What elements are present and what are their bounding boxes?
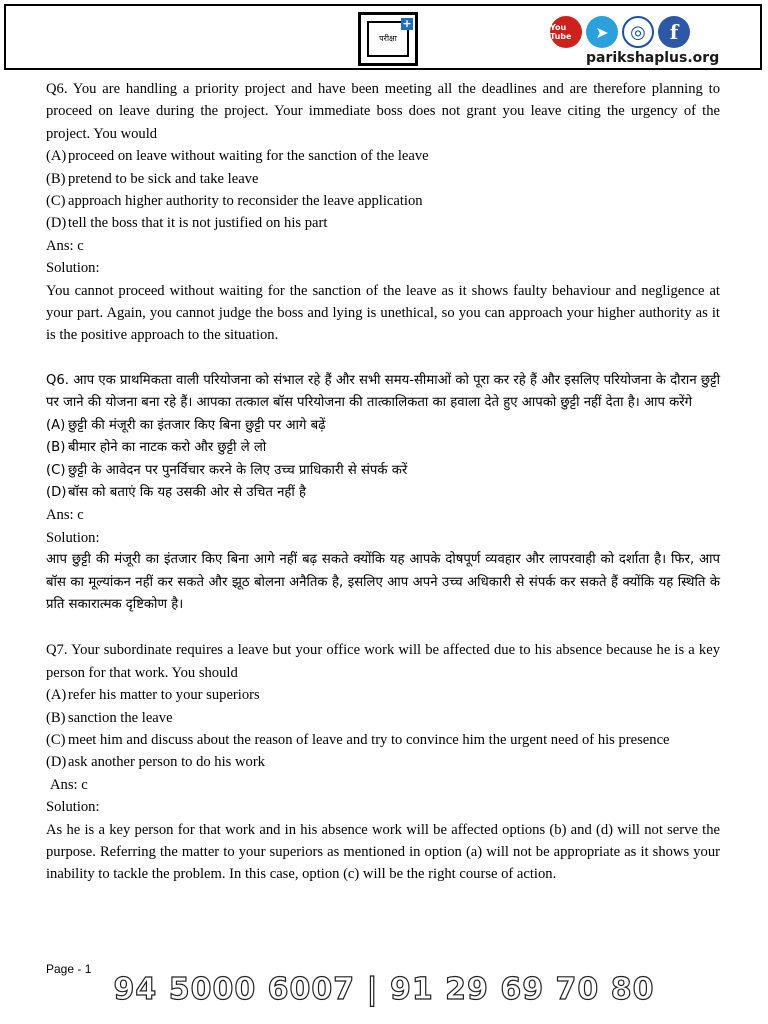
q6-hi-option-c	[46, 460, 720, 482]
site-url[interactable]: parikshaplus.org	[586, 50, 720, 66]
option-text: sanction the leave	[68, 709, 173, 726]
option-label: (D)	[46, 215, 67, 232]
option-label: (B)	[46, 440, 66, 456]
option-text: tell the boss that it is not justified on his part	[68, 215, 328, 232]
q6-en-question: Q6. You are handling a priority project and have been meeting all the deadlines and are therefore planning to proceed on leave during the project. Your immediate boss does not grant you leave citing the urgency of the project. You would	[46, 81, 720, 142]
option-label: (D)	[46, 484, 67, 500]
page-header	[4, 4, 762, 70]
option-label: (C)	[46, 731, 66, 748]
q6-en-option-b	[46, 168, 720, 190]
option-text: proceed on leave without waiting for the sanction of the leave	[68, 148, 429, 165]
option-text: refer his matter to your superiors	[68, 687, 260, 704]
q6-en-answer: Ans: c	[46, 237, 84, 254]
page-content	[46, 78, 720, 886]
q6-hi-question: Q6. आप एक प्राथमिकता वाली परियोजना को संभाल रहे हैं और सभी समय-सीमाओं को पूरा कर रहे हैं और इसलिए परियोजना के दौरान छुट्टी पर जाने की योजना बना रहे हैं। आपका तत्काल बॉस परियोजना की तात्कालिकता का हवाला देते हुए आपको छुट्टी नहीं देता है। आप करेंगे	[46, 372, 720, 411]
option-label: (C)	[46, 193, 66, 210]
q6-hi-option-d	[46, 482, 720, 504]
contact-phone-numbers: 94 5000 6007 | 91 29 69 70 80	[113, 972, 655, 1007]
youtube-icon[interactable]: You Tube	[550, 16, 582, 48]
option-label: (A)	[46, 687, 67, 704]
option-label: (B)	[46, 709, 66, 726]
option-text: बीमार होने का नाटक करो और छुट्टी ले लो	[68, 440, 267, 456]
q7-en-option-d	[46, 751, 720, 773]
social-icons	[550, 16, 690, 52]
q7-en-solution: As he is a key person for that work and in his absence work will be affected options (b) and (d) will not serve the purpose. Referring the matter to your superiors as mentioned in option (a) will not be appropriate as it shows your inability to tackle the problem. In this case, option (c) will be the right course of action.	[46, 821, 720, 883]
q6-hi-option-a	[46, 415, 720, 437]
option-label: (C)	[46, 462, 66, 478]
q7-en-option-c	[46, 729, 720, 751]
page-number: Page - 1	[46, 962, 92, 976]
option-label: (B)	[46, 170, 66, 187]
option-text: ask another person to do his work	[68, 754, 265, 771]
facebook-icon[interactable]: f	[658, 16, 690, 48]
q6-en-option-a	[46, 145, 720, 167]
q6-hi-solution-label: Solution:	[46, 529, 100, 546]
option-label: (D)	[46, 754, 67, 771]
option-label: (A)	[46, 148, 67, 165]
q7-en-solution-label: Solution:	[46, 799, 100, 816]
option-text: approach higher authority to reconsider the leave application	[68, 193, 423, 210]
option-text: meet him and discuss about the reason of leave and try to convince him the urgent need of his presence	[68, 731, 670, 748]
q6-en-option-c	[46, 190, 720, 212]
option-text: छुट्टी की मंजूरी का इंतजार किए बिना छुट्टी पर आगे बढ़ें	[68, 417, 326, 433]
plus-icon: +	[402, 17, 412, 30]
parikshaplus-logo[interactable]	[358, 12, 418, 66]
q7-en-option-b	[46, 707, 720, 729]
q6-en-solution: You cannot proceed without waiting for the sanction of the leave as it shows faulty behaviour and negligence at your part. Again, you cannot judge the boss and lying is unethical, so you can approach your higher authority as it is the positive approach to the situation.	[46, 282, 720, 344]
option-text: pretend to be sick and take leave	[68, 170, 259, 187]
q6-en-solution-label: Solution:	[46, 260, 100, 277]
option-text: बॉस को बताएं कि यह उसकी ओर से उचित नहीं है	[68, 484, 307, 500]
logo-text: परीक्षा	[367, 21, 409, 57]
q7-en-answer: Ans: c	[50, 776, 88, 793]
q6-hi-option-b	[46, 437, 720, 459]
q7-en-option-a	[46, 684, 720, 706]
option-text: छुट्टी के आवेदन पर पुनर्विचार करने के लिए उच्च प्राधिकारी से संपर्क करें	[68, 462, 408, 478]
q6-en-option-d	[46, 212, 720, 234]
option-label: (A)	[46, 417, 66, 433]
q6-hi-answer: Ans: c	[46, 507, 84, 524]
q6-hi-solution: आप छुट्टी की मंजूरी का इंतजार किए बिना आगे नहीं बढ़ सकते क्योंकि यह आपके दोषपूर्ण व्यवहार और लापरवाही को दर्शाता है। फिर, आप बॉस का मूल्यांकन नहीं कर सकते और झूठ बोलना अनैतिक है, इसलिए आप अपने उच्च अधिकारी से संपर्क कर सकते हैं क्योंकि यह स्थिति के प्रति सकारात्मक दृष्टिकोण है।	[46, 552, 720, 612]
telegram-icon[interactable]: ➤	[586, 16, 618, 48]
q7-en-question: Q7. Your subordinate requires a leave but your office work will be affected due to his absence because he is a key person for that work. You should	[46, 642, 720, 681]
globe-icon[interactable]: ◎	[622, 16, 654, 48]
